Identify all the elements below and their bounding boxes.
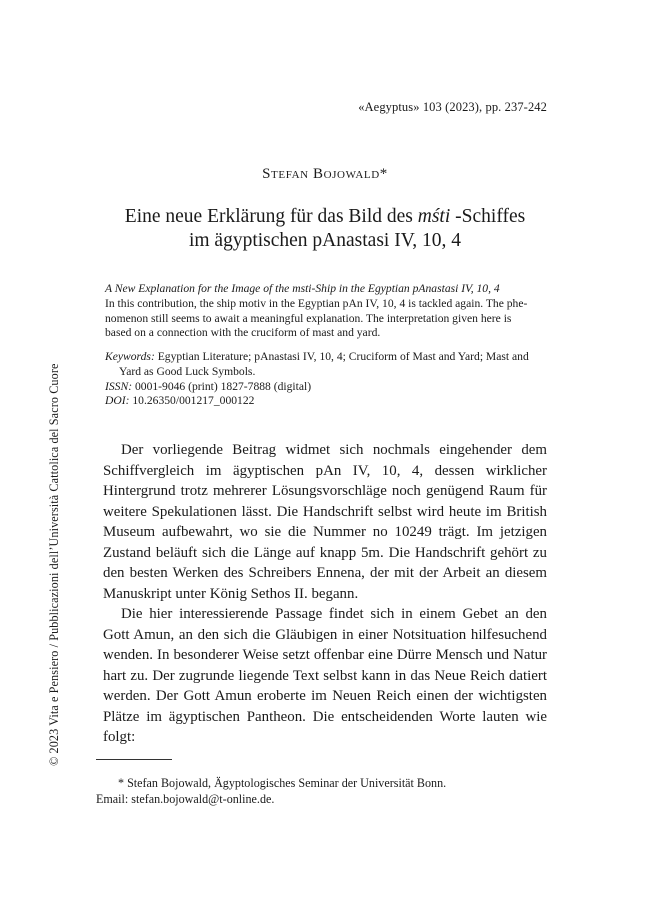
doi-value: 10.26350/001217_000122 (132, 394, 255, 408)
abstract (105, 282, 545, 341)
running-head: «Aegyptus» 103 (2023), pp. 237-242 (358, 100, 547, 114)
article-title (80, 205, 570, 253)
paragraph-1: Der vorliegende Beitrag widmet sich nochmals eingehender dem Schiffvergleich im ägyptischen pAn IV, 10, 4, dessen wirklicher Hintergrund trotz mehrerer Lösungsvorschläge noch genügend Raum für weitere Spekulationen lässt. Die Handschrift selbst wird heute im British Museum aufbewahrt, wo sie die Nummer no 10249 trägt. Im jetzigen Zustand beläuft sich die Länge auf knapp 5m. Die Handschrift gehört zu den besten Werken des Schreibers Ennena, der mit der Arbeit an diesem Manuskript unter König Sethos II. begann. (103, 442, 547, 602)
abstract-line: In this contribution, the ship motiv in the Egyptian pAn IV, 10, 4 is tackled again. The phe- (105, 296, 528, 310)
author-name: Stefan Bojowald* (262, 166, 388, 182)
keywords-label: Keywords: (105, 350, 155, 363)
title-line-2: im ägyptischen pAnastasi IV, 10, 4 (188, 230, 462, 251)
title-text-post: -Schiffes (450, 206, 526, 227)
footnote-email: Email: stefan.bojowald@t-online.de. (96, 791, 275, 806)
body-text (103, 440, 547, 748)
issn-label: ISSN: (105, 379, 133, 393)
keywords-block (105, 350, 545, 409)
issn-value: 0001-9046 (print) 1827-7888 (digital) (134, 379, 312, 393)
footnote-affiliation: * Stefan Bojowald, Ägyptologisches Seminar der Universität Bonn. (118, 776, 447, 790)
title-text-pre: Eine neue Erklärung für das Bild des (124, 206, 418, 227)
abstract-title: A New Explanation for the Image of the msti-Ship in the Egyptian pAnastasi IV, 10, 4 (105, 282, 500, 295)
keywords-text: Egyptian Literature; pAnastasi IV, 10, 4; Cruciform of Mast and Yard; Mast and (157, 350, 529, 363)
keywords-line (105, 350, 545, 365)
copyright-sidebar: © 2023 Vita e Pensiero / Pubblicazioni dell’Università Cattolica del Sacro Cuore (47, 363, 61, 766)
keywords-line-2: Yard as Good Luck Symbols. (119, 364, 256, 378)
issn-line (105, 380, 545, 395)
abstract-line: based on a connection with the cruciform of mast and yard. (105, 326, 381, 340)
title-line-1 (80, 205, 570, 229)
title-text-italic: mśti (417, 206, 451, 227)
footnote (96, 776, 546, 807)
abstract-line: nomenon still seems to await a meaningful explanation. The interpretation given here is (105, 311, 512, 325)
paragraph-2: Die hier interessierende Passage findet sich in einem Gebet an den Gott Amun, an den sich die Gläubigen in einer Notsituation hilfesuchend wenden. In besonderer Weise setzt offenbar eine Dürre Mensch und Natur hart zu. Der zugrunde liegende Text selbst kann in das Neue Reich datiert werden. Der Gott Amun eroberte im Neuen Reich einen der wichtigsten Plätze im ägyptischen Pantheon. Die entscheidenden Worte lauten wie folgt: (103, 606, 547, 745)
doi-label: DOI: (105, 394, 130, 408)
footnote-separator (96, 759, 172, 760)
doi-line (105, 394, 545, 409)
